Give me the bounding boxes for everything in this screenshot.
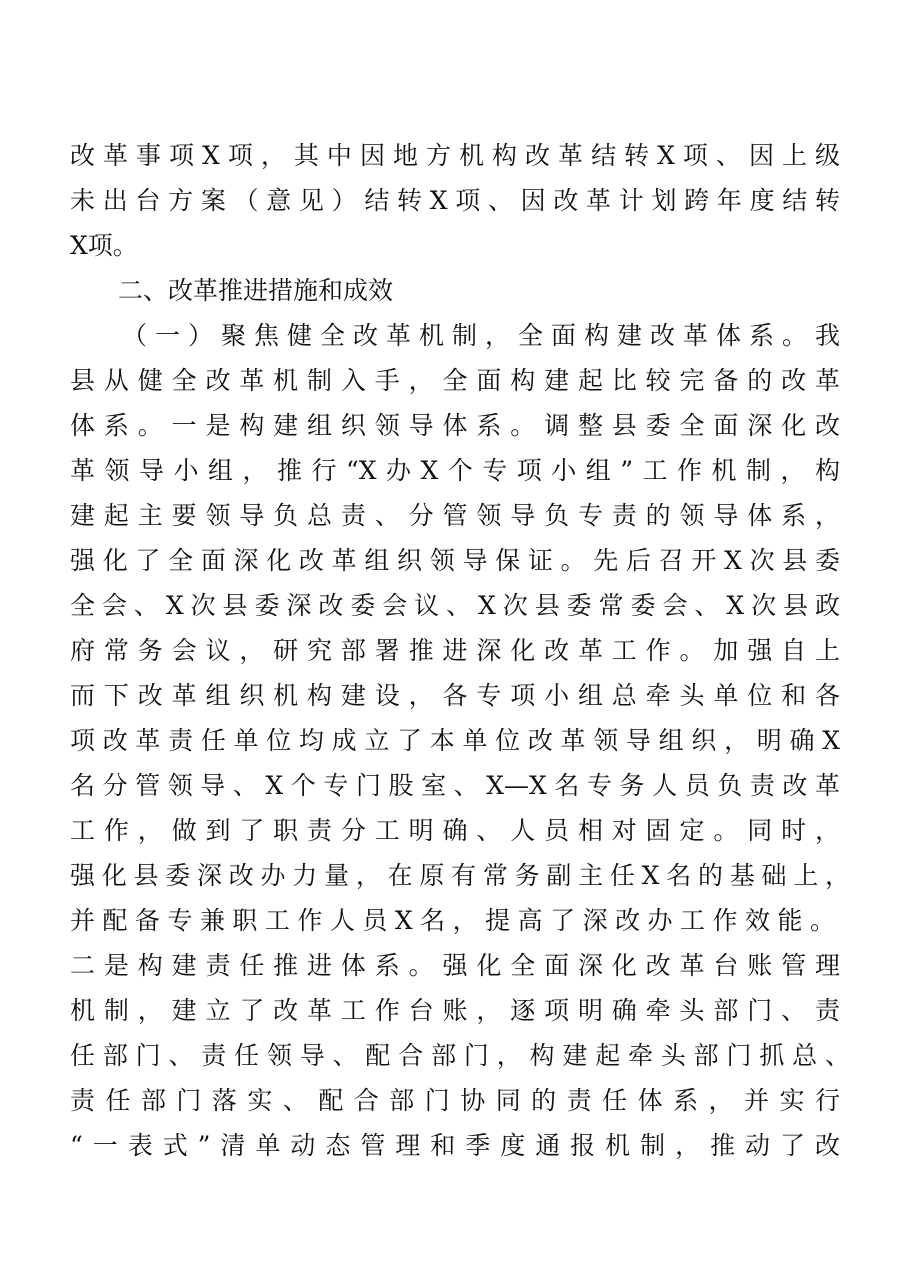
text-line: 府常务会议，研究部署推进深化改革工作。加强自上 <box>70 636 840 665</box>
text-line: 强化县委深改办力量，在原有常务副主任X名的基础上， <box>70 861 850 890</box>
text-line: 全会、X次县委深改委会议、X次县委常委会、X次县政 <box>70 591 840 620</box>
text-line: 并配备专兼职工作人员X名，提高了深改办工作效能。 <box>70 906 835 935</box>
text-line: 机制，建立了改革工作台账，逐项明确牵头部门、责 <box>70 996 840 1025</box>
subsection-heading: （一）聚焦健全改革机制，全面构建改革体系。我 <box>122 321 840 350</box>
text-line: 责任部门落实、配合部门协同的责任体系，并实行 <box>70 1086 840 1115</box>
text-line: X项。 <box>70 231 138 260</box>
text-line: 二是构建责任推进体系。强化全面深化改革台账管理 <box>70 951 840 980</box>
text-line: “一表式”清单动态管理和季度通报机制，推动了改 <box>70 1131 840 1160</box>
text-line: 改革事项X项，其中因地方机构改革结转X项、因上级 <box>70 141 840 170</box>
text-line: 革领导小组，推行“X办X个专项小组”工作机制，构 <box>70 456 840 485</box>
text-line: 任部门、责任领导、配合部门，构建起牵头部门抓总、 <box>70 1041 850 1070</box>
text-line: 名分管领导、X个专门股室、X—X名专务人员负责改革 <box>70 771 840 800</box>
text-line: 而下改革组织机构建设，各专项小组总牵头单位和各 <box>70 681 840 710</box>
text-line: 建起主要领导负总责、分管领导负专责的领导体系， <box>70 501 840 530</box>
text-line: 工作，做到了职责分工明确、人员相对固定。同时， <box>70 816 840 845</box>
text-line: 体系。一是构建组织领导体系。调整县委全面深化改 <box>70 411 840 440</box>
text-line: 县从健全改革机制入手，全面构建起比较完备的改革 <box>70 366 840 395</box>
text-line: 强化了全面深化改革组织领导保证。先后召开X次县委 <box>70 546 840 575</box>
text-line: 项改革责任单位均成立了本单位改革领导组织，明确X <box>70 726 840 755</box>
section-heading: 二、改革推进措施和成效 <box>118 276 394 305</box>
text-line: 未出台方案（意见）结转X项、因改革计划跨年度结转 <box>70 186 840 215</box>
